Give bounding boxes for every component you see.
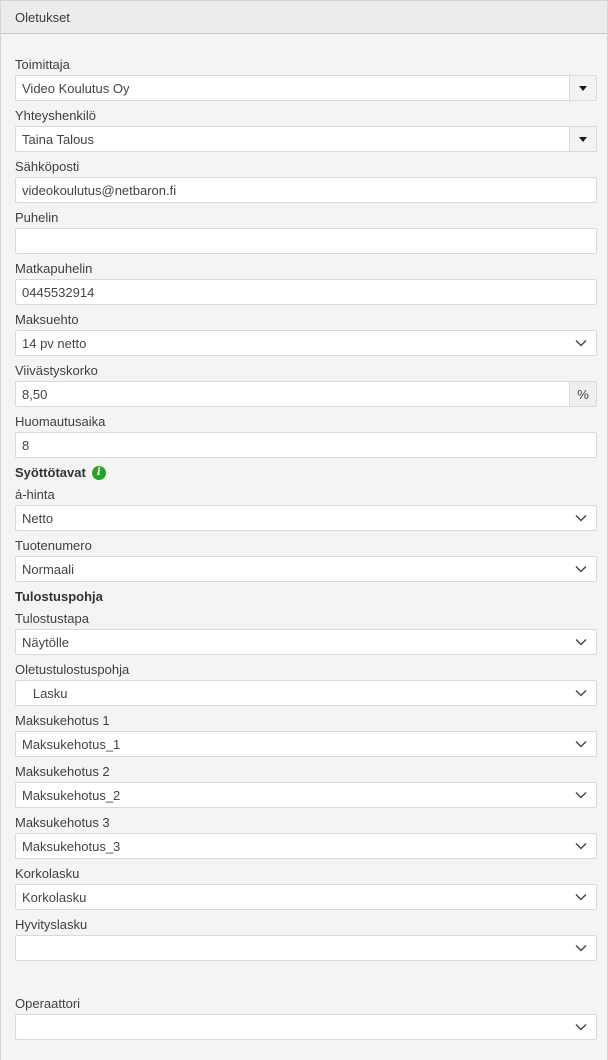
select-value: Korkolasku (22, 889, 87, 905)
field-interest-invoice (15, 866, 597, 910)
field-supplier (15, 57, 597, 101)
supplier-input[interactable] (15, 75, 570, 101)
email-label: Sähköposti (15, 159, 80, 174)
select-value: Maksukehotus_2 (22, 787, 121, 803)
unit-price-select[interactable] (15, 505, 597, 531)
select-value: Lasku (22, 685, 68, 701)
contact-person-input[interactable] (15, 126, 570, 152)
interest-invoice-label: Korkolasku (15, 866, 80, 881)
field-payment-term (15, 312, 597, 356)
field-default-print-template (15, 662, 597, 706)
payment-reminder-3-select[interactable] (15, 833, 597, 859)
field-mobile-phone (15, 261, 597, 305)
field-unit-price (15, 487, 597, 531)
chevron-down-icon (575, 791, 587, 799)
percent-addon: % (570, 381, 597, 407)
supplier-label: Toimittaja (15, 57, 70, 72)
mobile-phone-input[interactable] (15, 279, 597, 305)
interest-invoice-select[interactable] (15, 884, 597, 910)
field-email (15, 159, 597, 203)
late-payment-interest-input[interactable] (15, 381, 570, 407)
select-value: Näytölle (22, 634, 69, 650)
field-operator (15, 996, 597, 1040)
contact-person-label: Yhteyshenkilö (15, 108, 96, 123)
payment-reminder-1-select[interactable] (15, 731, 597, 757)
print-method-select[interactable] (15, 629, 597, 655)
late-payment-interest-label: Viivästyskorko (15, 363, 98, 378)
section-spacer (15, 968, 597, 996)
select-value: Maksukehotus_1 (22, 736, 121, 752)
operator-label: Operaattori (15, 996, 81, 1011)
chevron-down-icon (575, 842, 587, 850)
panel-title: Oletukset (15, 10, 70, 25)
credit-invoice-select[interactable] (15, 935, 597, 961)
field-late-payment-interest (15, 363, 597, 407)
operator-select[interactable] (15, 1014, 597, 1040)
contact-person-dropdown-button[interactable] (570, 126, 597, 152)
field-payment-reminder-3 (15, 815, 597, 859)
field-payment-reminder-2 (15, 764, 597, 808)
print-method-label: Tulostustapa (15, 611, 89, 626)
chevron-down-icon (575, 514, 587, 522)
section-title-text: Syöttötavat (15, 465, 86, 480)
panel-body (1, 34, 607, 1040)
email-input[interactable] (15, 177, 597, 203)
panel-header (1, 1, 607, 34)
field-contact-person (15, 108, 597, 152)
section-title-text: Tulostuspohja (15, 589, 103, 604)
payment-reminder-2-label: Maksukehotus 2 (15, 764, 110, 779)
section-title-print-template (15, 589, 597, 604)
payment-reminder-1-label: Maksukehotus 1 (15, 713, 110, 728)
section-title-input-methods (15, 465, 597, 480)
select-value: Normaali (22, 561, 75, 577)
chevron-down-icon (575, 565, 587, 573)
payment-reminder-3-label: Maksukehotus 3 (15, 815, 110, 830)
info-icon[interactable]: i (92, 466, 106, 480)
field-notice-period (15, 414, 597, 458)
notice-period-input[interactable] (15, 432, 597, 458)
chevron-down-icon (575, 740, 587, 748)
chevron-down-icon (575, 339, 587, 347)
phone-input[interactable] (15, 228, 597, 254)
field-payment-reminder-1 (15, 713, 597, 757)
product-number-select[interactable] (15, 556, 597, 582)
mobile-phone-label: Matkapuhelin (15, 261, 93, 276)
select-value: Netto (22, 510, 54, 526)
phone-label: Puhelin (15, 210, 59, 225)
field-phone (15, 210, 597, 254)
field-credit-invoice (15, 917, 597, 961)
chevron-down-icon (575, 944, 587, 952)
default-print-template-select[interactable] (15, 680, 597, 706)
credit-invoice-label: Hyvityslasku (15, 917, 88, 932)
chevron-down-icon (575, 893, 587, 901)
chevron-down-icon (575, 638, 587, 646)
field-print-method (15, 611, 597, 655)
supplier-dropdown-button[interactable] (570, 75, 597, 101)
caret-down-icon (579, 137, 587, 142)
chevron-down-icon (575, 689, 587, 697)
select-value: 14 pv netto (22, 335, 87, 351)
payment-reminder-2-select[interactable] (15, 782, 597, 808)
caret-down-icon (579, 86, 587, 91)
product-number-label: Tuotenumero (15, 538, 92, 553)
payment-term-select[interactable] (15, 330, 597, 356)
default-print-template-label: Oletustulostuspohja (15, 662, 130, 677)
field-product-number (15, 538, 597, 582)
unit-price-label: á-hinta (15, 487, 55, 502)
notice-period-label: Huomautusaika (15, 414, 106, 429)
payment-term-label: Maksuehto (15, 312, 79, 327)
select-value: Maksukehotus_3 (22, 838, 121, 854)
chevron-down-icon (575, 1023, 587, 1031)
